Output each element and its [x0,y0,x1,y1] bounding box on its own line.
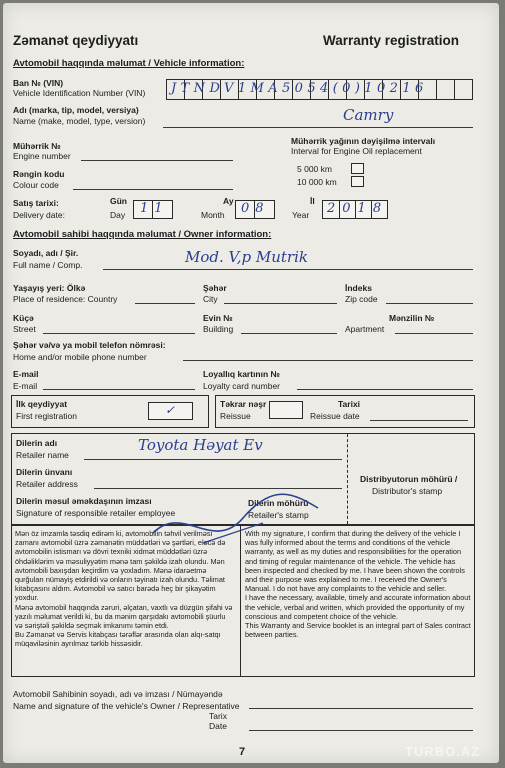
signature-label-en: Signature of responsible retailer employee [16,508,176,518]
reissue-date-line[interactable] [370,420,468,421]
stamp-label-en: Retailer's stamp [248,510,309,520]
loyalty-label-en: Loyalty card number [203,381,281,391]
reissue-checkbox[interactable] [269,401,303,419]
year-field[interactable] [322,200,388,219]
colour-label-en: Colour code [13,180,59,190]
city-label-az: Şəhər [203,283,227,293]
retailer-address-label-en: Retailer address [16,479,78,489]
first-reg-mark: ✓ [165,403,176,417]
city-label-en: City [203,294,218,304]
year-value: 2018 [327,201,389,216]
oil-option-10000: 10 000 km [297,177,337,187]
sale-label-az: Satış tarixi: [13,198,59,208]
retailer-name-label-az: Dilerin adı [16,438,58,448]
owner-name-label-en: Full name / Comp. [13,260,83,270]
day-label-en: Day [110,210,126,220]
name-value[interactable]: Camry [343,106,394,124]
year-label-en: Year [292,210,310,220]
vehicle-section-title: Avtomobil haqqında məlumat / Vehicle information: [13,58,245,69]
street-line[interactable] [43,333,195,334]
signature-scribble [143,473,333,563]
retailer-name-label-en: Retailer name [16,450,69,460]
apt-label-en: Apartment [345,324,385,334]
day-value: 11 [140,201,169,216]
country-line[interactable] [135,303,195,304]
reissue-label-az: Təkrar nəşr [220,399,267,409]
zip-line[interactable] [386,303,473,304]
distributor-label-az: Distribyutorun möhürü / [360,474,458,484]
month-label-az: Ay [223,196,234,206]
date-label-en: Date [209,721,227,731]
engine-line[interactable] [81,160,233,161]
vin-field[interactable] [166,79,473,100]
apt-label-az: Mənzilin № [389,313,435,323]
colour-line[interactable] [73,189,233,190]
first-reg-label-az: İlk qeydiyyat [16,399,68,409]
owner-signature-label-az: Avtomobil Sahibinin soyadı, adı və imzası / Nümayəndə [13,689,223,699]
day-field[interactable] [133,200,173,219]
owner-name-line [103,269,473,270]
date-line[interactable] [249,730,473,731]
city-line[interactable] [224,303,337,304]
phone-line[interactable] [183,360,473,361]
oil-10000-checkbox[interactable] [351,176,364,187]
vin-label-en: Vehicle Identification Number (VIN) [13,88,146,98]
name-line [163,127,473,128]
reissue-label-en: Reissue [220,411,251,421]
day-label-az: Gün [110,196,127,206]
month-label-en: Month [201,210,225,220]
first-registration-box [11,395,209,428]
email-label-az: E-mail [13,369,39,379]
owner-signature-label-en: Name and signature of the vehicle's Owner / Representative [13,701,240,711]
street-label-az: Küçə [13,313,34,323]
reissue-box [215,395,475,428]
retailer-address-label-az: Dilerin ünvanı [16,467,73,477]
vin-cell [437,80,455,99]
warranty-page [3,3,499,763]
loyalty-line[interactable] [297,389,473,390]
vin-value: JTNDV1MA5054(0)10216 [171,81,428,96]
title-az: Zəmanət qeydiyyatı [13,33,139,48]
first-reg-checkbox[interactable] [148,402,193,420]
name-label-en: Name (make, model, type, version) [13,116,146,126]
apt-line[interactable] [395,333,473,334]
phone-label-az: Şəhər və/və ya mobil telefon nömrəsi: [13,340,166,350]
signature-label-az: Dilerin məsul əməkdaşının imzası [16,496,152,506]
building-line[interactable] [241,333,337,334]
reissue-date-label-az: Tarixi [338,399,361,409]
owner-name-value[interactable]: Mod. V,p Mutrik [185,248,308,266]
oil-label-en: Interval for Engine Oil replacement [291,146,422,156]
month-value: 08 [241,201,270,216]
zip-label-az: İndeks [345,283,372,293]
country-label-en: Place of residence: Country [13,294,118,304]
reissue-date-label-en: Reissue date [310,411,360,421]
building-label-az: Evin № [203,313,233,323]
signature-stroke [153,494,318,533]
loyalty-label-az: Loyallıq kartının № [203,369,281,379]
engine-label-az: Mühərrik № [13,141,61,151]
name-label-az: Adı (marka, tip, model, versiya) [13,105,139,115]
retailer-name-line[interactable] [84,459,342,460]
vin-cell [455,80,472,99]
year-label-az: İl [310,196,315,206]
building-label-en: Building [203,324,234,334]
declaration-az: Mən öz imzamla təsdiq edirəm ki, avtomobilin təhvil verilməsi zamanı avtomobil üzrə zəmanətin müddətləri və şərtləri, eləcə də avtomobilin istismarı və dövri texniki xidmət müddətləri üzrə öhdəliklərim və məsuliyyətim mənə tam şəkildə izah olundu. Mən avtomobili baxışdan keçirdim və yoxladım. Mənə idarəetmə qurğuları nümayiş etdirildi və onların təyinatı izah olundu. Təlimat kitabçasını aldım. Avtomobil və satıcı barədə heç bir şikayətim yoxdur. Mənə avtomobil haqqında zəruri, əlçatan, vaxtlı və düzgün şifahi və yazılı məlumat verildi ki, bu da mənim qarşıdakı avtomobili şüurlu və səriştəli şəkildə seçmək imkanımı təmin etdi. Bu Zəmanət və Servis kitabçası tərəflər arasında olan alqı-satqı müqaviləsinin ayrılmaz tərkib hissəsidir. [15,529,233,649]
vin-label-az: Ban № (VIN) [13,78,64,88]
owner-name-label-az: Soyadı, adı / Şir. [13,248,79,258]
declaration-en: With my signature, I confirm that during the delivery of the vehicle I was fully informed about the terms and conditions of the vehicle warranty, as well as my duties and responsibilities for the operation and timing of regular maintenance of the vehicle. The vehicle has been inspected and checked by me. I have been shown the controls and their purpose was explained to me. I received the Owner's Manual. I do not have any complaints to the vehicle and seller. I have the necessary, available, timely and accurate information about the vehicle, verbal and written, which provided the opportunity of my conscious and competent choice of the vehicle. This Warranty and Service booklet is an integral part of Sales contract between parties. [245,529,471,640]
phone-label-en: Home and/or mobile phone number [13,352,147,362]
retailer-name-value: Toyota Həyat Ev [138,436,263,454]
owner-signature-line[interactable] [249,708,473,709]
zip-label-en: Zip code [345,294,378,304]
watermark: TURBO.AZ [405,744,481,759]
month-field[interactable] [235,200,275,219]
owner-section-title: Avtomobil sahibi haqqında məlumat / Owner information: [13,229,272,240]
title-en: Warranty registration [323,33,460,48]
sale-label-en: Delivery date: [13,210,65,220]
stamp-label-az: Dilerin möhürü [248,498,309,508]
street-label-en: Street [13,324,36,334]
email-label-en: E-mail [13,381,38,391]
page-number: 7 [239,746,246,758]
date-label-az: Tarix [209,711,227,721]
distributor-label-en: Distributor's stamp [372,486,443,496]
oil-option-5000: 5 000 km [297,164,332,174]
email-line[interactable] [43,389,195,390]
oil-5000-checkbox[interactable] [351,163,364,174]
first-reg-label-en: First registration [16,411,77,421]
colour-label-az: Rəngin kodu [13,169,65,179]
oil-label-az: Mühərrik yağının dəyişilmə intervalı [291,136,436,146]
engine-label-en: Engine number [13,151,71,161]
country-label-az: Yaşayış yeri: Ölkə [13,283,86,293]
